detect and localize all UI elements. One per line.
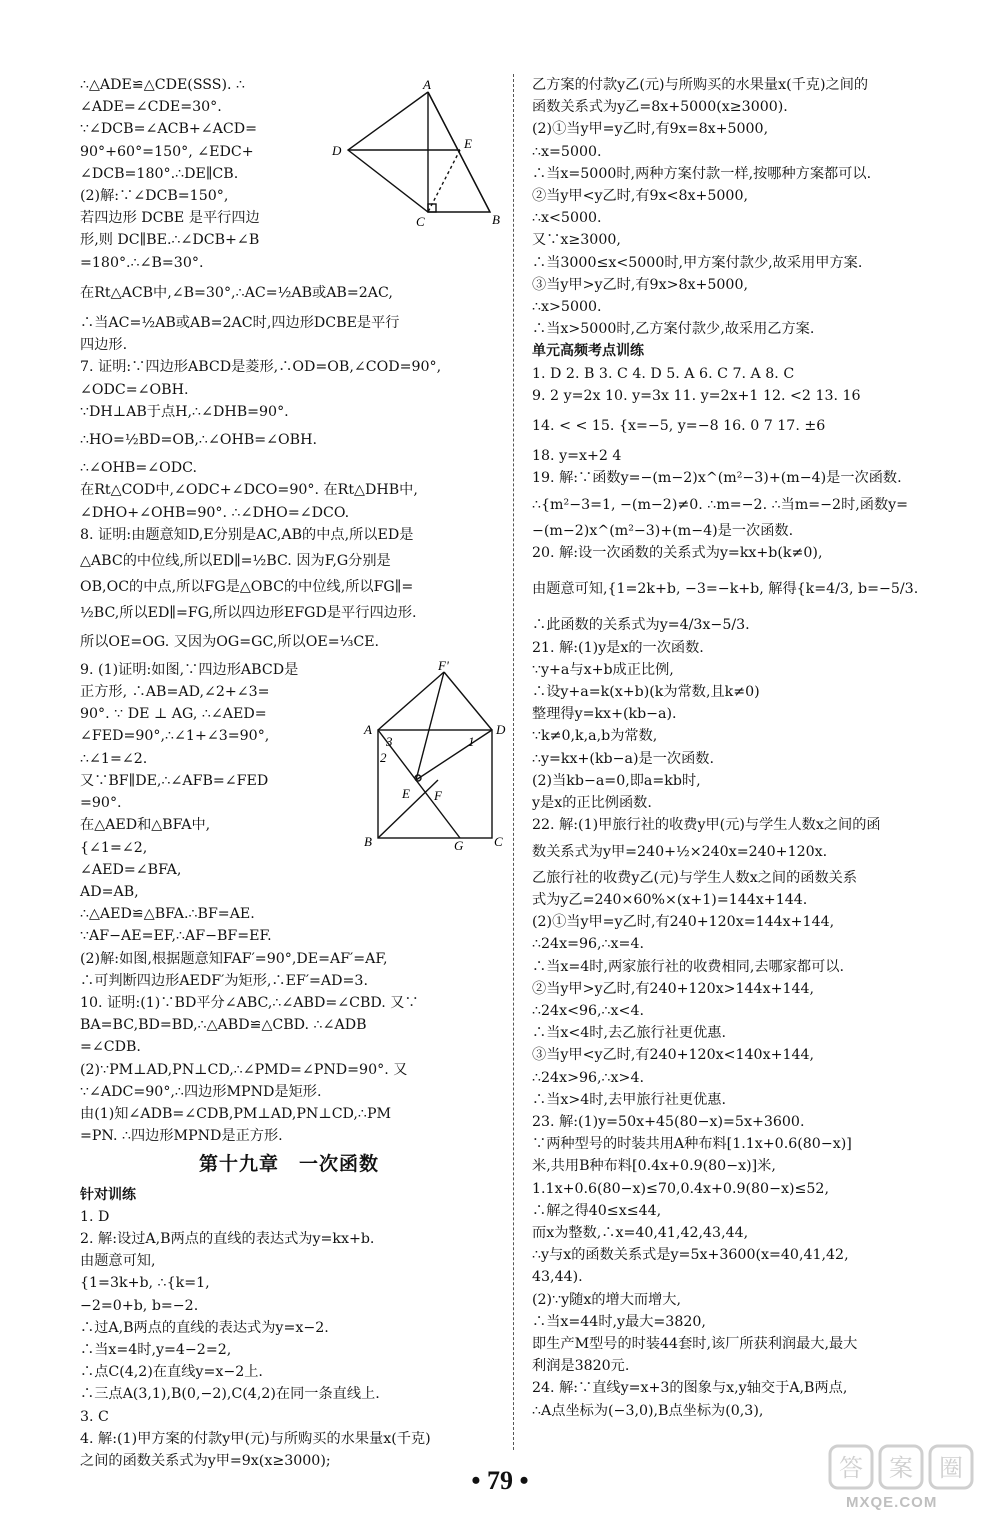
text-line: {∠1=∠2, (80, 839, 148, 856)
text-line: {1=3k+b, ∴{k=1, (80, 1275, 210, 1292)
text-line: 1. D 2. B 3. C 4. D 5. A 6. C 7. A 8. C (532, 365, 795, 382)
text-line: 又∵x≥3000, (532, 232, 621, 249)
text-line: 式为y乙=240×60%×(x+1)=144x+144. (532, 891, 808, 908)
column-divider (513, 74, 514, 1450)
fig1-label: B (492, 212, 500, 227)
fig1-label: E (464, 136, 472, 151)
text-line: ③当y甲>y乙时,有9x>8x+5000, (532, 276, 748, 293)
text-line: (2)解:如图,根据题意知FAF′=90°,DE=AF′=AF, (80, 950, 388, 967)
text-line: 而x为整数,∴x=40,41,42,43,44, (532, 1224, 749, 1241)
text-line: 之间的函数关系式为y甲=9x(x≥3000); (80, 1452, 331, 1469)
text-line: 整理得y=kx+(kb−a). (532, 706, 677, 723)
text-line: ∵两种型号的时装共用A种布料[1.1x+0.6(80−x)] (532, 1136, 852, 1153)
text-line: ∴24x>96,∴x>4. (532, 1069, 644, 1086)
text-line: 乙旅行社的收费y乙(元)与学生人数x之间的函数关系 (532, 869, 858, 886)
text-line: ∴解之得40≤x≤44, (532, 1202, 662, 1219)
text-line: 3. C (80, 1408, 109, 1425)
text-line: ∴y=kx+(kb−a)是一次函数. (532, 750, 714, 767)
text-line: 米,共用B种布料[0.4x+0.9(80−x)]米, (532, 1158, 776, 1175)
text-line: ∴当x>4时,去甲旅行社更优惠. (532, 1091, 726, 1108)
text-line: ∴当x=4时,两家旅行社的收费相同,去哪家都可以. (532, 958, 845, 975)
text-line: ∠FED=90°,∴∠1+∠3=90°, (80, 728, 270, 745)
text-line: ∵DH⊥AB于点H,∴∠DHB=90°. (80, 403, 289, 420)
text-line: −2=0+b, b=−2. (80, 1297, 199, 1314)
text-line: ∵AF−AE=EF,∴AF−BF=EF. (80, 928, 272, 945)
text-line: BA=BC,BD=BD,∴△ABD≌△CBD. ∴∠ADB (80, 1017, 367, 1034)
text-line: ∴∠OHB=∠ODC. (80, 460, 197, 477)
text-line: ∴当x=44时,y最大=3820, (532, 1313, 706, 1330)
fig2-label: F (434, 788, 442, 803)
text-line: =180°.∴∠B=30°. (80, 254, 204, 271)
section-heading: 针对训练 (80, 1186, 136, 1203)
text-line: ∵k≠0,k,a,b为常数, (532, 728, 658, 745)
text-line: 又∵BF∥DE,∴∠AFB=∠FED (80, 772, 269, 789)
text-line: 20. 解:设一次函数的关系式为y=kx+b(k≠0), (532, 545, 823, 562)
text-line: =PN. ∴四边形MPND是正方形. (80, 1128, 283, 1145)
text-line: 若四边形 DCBE 是平行四边 (80, 210, 260, 227)
text-line: 所以OE=OG. 又因为OG=GC,所以OE=⅓CE. (80, 633, 380, 650)
text-line: 在△AED和△BFA中, (80, 817, 211, 834)
text-line: 正方形, ∴AB=AD,∠2+∠3= (80, 684, 270, 701)
text-line: 21. 解:(1)y是x的一次函数. (532, 639, 704, 656)
text-line: ∴当x<4时,去乙旅行社更优惠. (532, 1025, 726, 1042)
watermark-text: MXQE.COM (846, 1494, 938, 1511)
text-line: ½BC,所以ED∥=FG,所以四边形EFGD是平行四边形. (80, 605, 417, 622)
text-line: 四边形. (80, 337, 128, 354)
text-line: 8. 证明:由题意知D,E分别是AC,AB的中点,所以ED是 (80, 526, 414, 543)
fig2-label: A (364, 722, 372, 737)
text-line: 形,则 DC∥BE.∴∠DCB+∠B (80, 232, 260, 249)
fig1-label: A (423, 77, 431, 92)
text-line: (2)①当y甲=y乙时,有9x=8x+5000, (532, 121, 769, 138)
fig2-label: B (364, 834, 372, 849)
text-line: 数关系式为y甲=240+½×240x=240+120x. (532, 843, 828, 860)
text-line: 乙方案的付款y乙(元)与所购买的水果量x(千克)之间的 (532, 77, 869, 93)
fig2-label: 2 (380, 750, 387, 765)
text-line: ②当y甲<y乙时,有9x<8x+5000, (532, 188, 748, 205)
text-line: ∴过A,B两点的直线的表达式为y=x−2. (80, 1319, 329, 1336)
text-line: ∴{m²−3=1, −(m−2)≠0. ∴m=−2. ∴当m=−2时,函数y= (532, 496, 909, 513)
text-line: ∴设y+a=k(x+b)(k为常数,且k≠0) (532, 684, 760, 701)
text-line: ∴当x>5000时,乙方案付款少,故采用乙方案. (532, 321, 815, 338)
fig2-label: 1 (468, 734, 475, 749)
text-line: ∵∠DCB=∠ACB+∠ACD= (80, 121, 258, 138)
text-line: ∴可判断四边形AEDF′为矩形,∴EF′=AD=3. (80, 972, 368, 989)
text-line: 7. 证明:∵四边形ABCD是菱形,∴OD=OB,∠COD=90°, (80, 359, 442, 376)
text-line: ∴点C(4,2)在直线y=x−2上. (80, 1364, 263, 1381)
chapter-title: 第十九章 一次函数 (198, 1153, 379, 1176)
text-line: ∴此函数的关系式为y=4/3x−5/3. (532, 617, 750, 634)
text-line: ∠DHO+∠OHB=90°. ∴∠DHO=∠DCO. (80, 504, 350, 521)
text-line: −(m−2)x^(m²−3)+(m−4)是一次函数. (532, 522, 794, 539)
page-number-value: 79 (487, 1466, 513, 1495)
text-line: ∴当3000≤x<5000时,甲方案付款少,故采用甲方案. (532, 254, 863, 271)
fig2-label: D (496, 722, 506, 737)
text-line: 1. D (80, 1208, 110, 1225)
text-line: (2)当kb−a=0,即a=kb时, (532, 772, 701, 789)
text-line: ∴HO=½BD=OB,∴∠OHB=∠OBH. (80, 432, 317, 449)
text-line: 在Rt△COD中,∠ODC+∠DCO=90°. 在Rt△DHB中, (80, 482, 418, 499)
text-line: 函数关系式为y乙=8x+5000(x≥3000). (532, 99, 788, 116)
text-line: ∴当x=4时,y=4−2=2, (80, 1341, 232, 1358)
text-line: ∵∠ADC=90°,∴四边形MPND是矩形. (80, 1083, 322, 1100)
text-line: 4. 解:(1)甲方案的付款y甲(元)与所购买的水果量x(千克) (80, 1430, 431, 1447)
text-line: ∴△ADE≌△CDE(SSS). ∴ (80, 77, 246, 93)
text-line: (2)∵PM⊥AD,PN⊥CD,∴∠PMD=∠PND=90°. 又 (80, 1061, 408, 1078)
svg-text:圈: 圈 (939, 1454, 963, 1482)
text-line: ∠ODC=∠OBH. (80, 381, 189, 398)
text-line: 由(1)知∠ADB=∠CDB,PM⊥AD,PN⊥CD,∴PM (80, 1105, 392, 1122)
text-line: ∴A点坐标为(−3,0),B点坐标为(0,3), (532, 1402, 764, 1419)
fig2-label: C (494, 834, 503, 849)
fig2-label: F' (438, 658, 449, 673)
text-line: AD=AB, (80, 883, 139, 900)
text-line: ∴x>5000. (532, 299, 602, 316)
text-line: ∠DCB=180°.∴DE∥CB. (80, 165, 239, 182)
text-line: 14. < < 15. {x=−5, y=−8 16. 0 7 17. ±6 (532, 418, 826, 435)
right-column (532, 74, 962, 1422)
text-line: 9. (1)证明:如图,∵四边形ABCD是 (80, 661, 299, 678)
text-line: ②当y甲>y乙时,有240+120x>144x+144, (532, 980, 815, 997)
text-line: 在Rt△ACB中,∠B=30°,∴AC=½AB或AB=2AC, (80, 284, 393, 301)
text-line: ∴y与x的函数关系式是y=5x+3600(x=40,41,42, (532, 1247, 849, 1264)
svg-text:案: 案 (889, 1454, 913, 1482)
text-line: 19. 解:∵函数y=−(m−2)x^(m²−3)+(m−4)是一次函数. (532, 470, 902, 487)
text-line: 22. 解:(1)甲旅行社的收费y甲(元)与学生人数x之间的函 (532, 817, 881, 834)
text-line: ∴∠1=∠2. (80, 750, 148, 767)
text-line: ③当y甲<y乙时,有240+120x<140x+144, (532, 1047, 815, 1064)
text-line: △ABC的中位线,所以ED∥=½BC. 因为F,G分别是 (80, 553, 391, 570)
text-line: 24. 解:∵直线y=x+3的图象与x,y轴交于A,B两点, (532, 1380, 848, 1397)
text-line: ∴△AED≌△BFA.∴BF=AE. (80, 906, 255, 923)
text-line: 即生产M型号的时装44套时,该厂所获利润最大,最大 (532, 1335, 858, 1352)
text-line: ∵y+a与x+b成正比例, (532, 661, 674, 678)
fig2-label: 3 (386, 734, 393, 749)
text-line: ∴当x=5000时,两种方案付款一样,按哪种方案都可以. (532, 165, 872, 182)
text-line: (2)解:∵∠DCB=150°, (80, 188, 229, 205)
text-line: (2)∵y随x的增大而增大, (532, 1291, 681, 1308)
text-line: ∴24x<96,∴x<4. (532, 1002, 644, 1019)
page-number: • 79 • (471, 1466, 529, 1495)
geometry-figure-2 (354, 658, 506, 853)
geometry-figure-1 (328, 78, 508, 230)
text-line: ∠ADE=∠CDE=30°. (80, 99, 222, 116)
text-line: 18. y=x+2 4 (532, 448, 622, 465)
text-line: 9. 2 y=2x 10. y=3x 11. y=2x+1 12. <2 13. 16 (532, 387, 861, 404)
text-line: ∴x<5000. (532, 210, 602, 227)
text-line: 利润是3820元. (532, 1358, 630, 1375)
text-line: 43,44). (532, 1269, 583, 1286)
text-line: 由题意可知, (80, 1253, 156, 1270)
text-line: y是x的正比例函数. (532, 795, 652, 812)
text-line: 10. 证明:(1)∵BD平分∠ABC,∴∠ABD=∠CBD. 又∵ (80, 994, 419, 1011)
fig1-label: C (416, 214, 425, 229)
fig2-label: E (402, 786, 410, 801)
text-line: ∠AED=∠BFA, (80, 861, 182, 878)
text-line: OB,OC的中点,所以FG是△OBC的中位线,所以FG∥= (80, 579, 414, 596)
fig1-label: D (332, 143, 342, 158)
text-line: ∴当AC=½AB或AB=2AC时,四边形DCBE是平行 (80, 315, 400, 332)
text-line: 2. 解:设过A,B两点的直线的表达式为y=kx+b. (80, 1230, 375, 1247)
text-line: =∠CDB. (80, 1039, 141, 1056)
text-line: 90°+60°=150°, ∠EDC+ (80, 143, 254, 160)
text-line: 由题意可知,{1=2k+b, −3=−k+b, 解得{k=4/3, b=−5/3. (532, 581, 919, 598)
text-line: ∴x=5000. (532, 143, 602, 160)
text-line: ∴三点A(3,1),B(0,−2),C(4,2)在同一条直线上. (80, 1386, 380, 1403)
text-line: =90°. (80, 795, 122, 812)
svg-text:答: 答 (839, 1454, 863, 1482)
text-line: ∴24x=96,∴x=4. (532, 936, 644, 953)
text-line: 90°. ∵ DE ⊥ AG, ∴∠AED= (80, 706, 267, 723)
section-heading: 单元高频考点训练 (532, 343, 644, 360)
text-line: (2)①当y甲=y乙时,有240+120x=144x+144, (532, 914, 835, 931)
text-line: 1.1x+0.6(80−x)≤70,0.4x+0.9(80−x)≤52, (532, 1180, 829, 1197)
text-line: 23. 解:(1)y=50x+45(80−x)=5x+3600. (532, 1113, 805, 1130)
fig2-label: G (454, 838, 464, 853)
